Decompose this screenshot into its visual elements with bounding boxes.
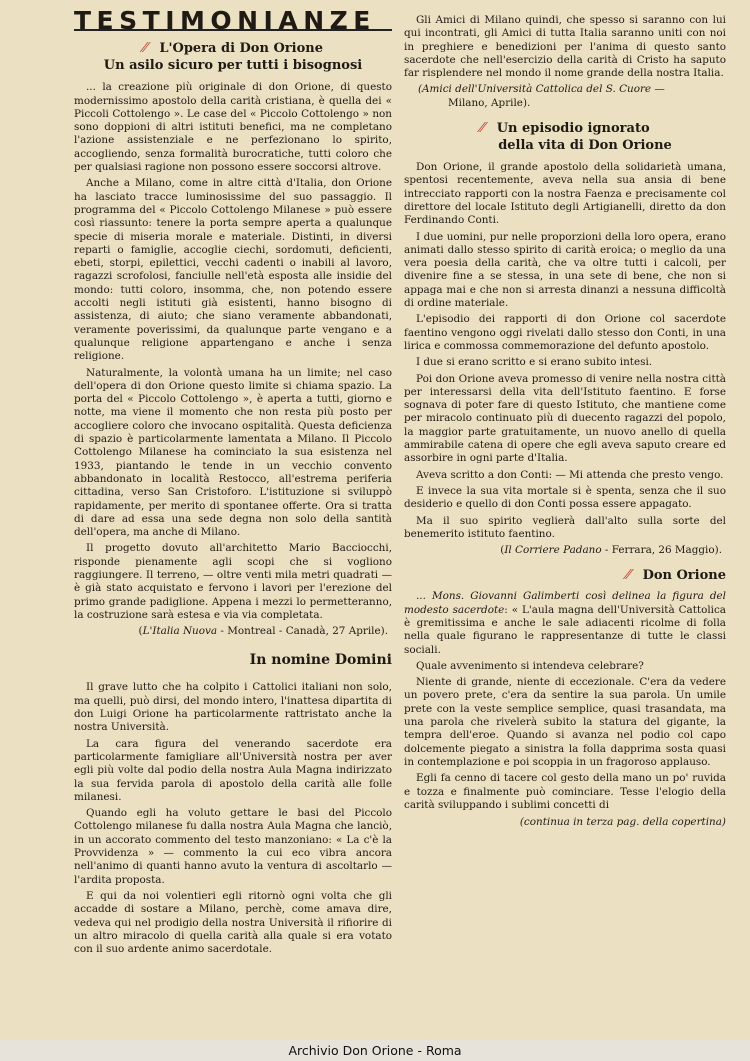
article2-source-line2: Milano, Aprile). [448,96,531,109]
article2-title: In nomine Domini [249,652,392,669]
article3-paragraph: E invece la sua vita mortale si è spenta, senza che il suo desiderio e quello di don Conti possa essere appagato. [404,484,726,511]
article1-paragraph: Naturalmente, la volontà umana ha un limite; nel caso dell'opera di don Orione questo limite si chiama spazio. La porta del « Piccolo Cottolengo », è aperta a tutti, giorno e notte, ma viene il momento che non resta più posto per accogliere coloro che invocano ospitalità. Questa deficienza di spazio è particolarmente lamentata a Milano. Il Piccolo Cottolengo Milanese ha cominciato la sua esistenza nel 1933, piantando le tende in un vecchio convento abbandonato in località Restocco, all'estrema periferia cittadina, verso San Cristoforo. L'istituzione si sviluppò rapidamente, per merito di spontanee offerte. Ora si tratta di dare ad essa una sede degna non solo della santità dell'opera, ma anche di Milano. [74,366,392,539]
article4-first-rest: : « L'aula magna dell'Università Cattolica è gremitissima e anche le sale adiacenti ricolme di folla nella quale figurano le rappresentanze di tutte le classi sociali. [404,603,727,656]
article3-title-line2: della vita di Don Orione [498,138,672,154]
archive-footer: Archivio Don Orione - Roma [0,1040,750,1061]
article3-title [404,120,726,154]
article3-paragraph: Don Orione, il grande apostolo della solidarietà umana, spentosi recentemente, aveva nella sua ansia di bene intrecciato rapporti con la nostra Faenza e precisamente col direttore del locale Istituto degli Artigianelli, diretto da don Ferdinando Conti. [404,161,726,227]
article3-title-line1: Un episodio ignorato [496,121,650,137]
pencil-mark-icon: ⁄⁄ [626,568,631,584]
article1-paragraph: Anche a Milano, come in altre città d'Italia, don Orione ha lasciato tracce luminosissime del suo passaggio. Il programma del « Piccolo Cottolengo Milanese » può essere così riassunto: tenere la porta sempre aperta a qualunque specie di miseria morale e materiale. Distinti, in diversi reparti o famiglie, accoglie ciechi, sordomuti, deficienti, ebeti, storpi, epilettici, vecchi cadenti o inabili al lavoro, ragazzi scrofolosi, fanciulle nell'età esposta alle insidie del mondo: tutti coloro, insomma, che, non potendo essere accolti negli istituti già esistenti, hanno bisogno di assistenza, di aiuto; che siano veramente abbandonati, veramente poverissimi, da qualunque parte vengano e a qualunque religione appartengano e anche i senza religione. [74,177,392,363]
article2-paragraph: Il grave lutto che ha colpito i Cattolici italiani non solo, ma quelli, può dirsi, del mondo intero, l'inattesa dipartita di don Luigi Orione ha particolarmente rattristato anche la nostra Università. [74,681,392,734]
article4-intro: ... Mons. Giovanni Galimberti così delinea la figura del modesto sacerdote [404,590,726,616]
masthead: TESTIMONIANZE [74,14,392,31]
article1-title-line1: L'Opera di Don Orione [159,41,323,57]
article4-paragraph: Niente di grande, niente di eccezionale. C'era da vedere un povero prete, c'era da sentire la sua parola. Un umile prete con la veste semplice semplice, quasi trasandata, ma una parola che rivelerà subito la statura del gigante, la tempra dell'eroe. Quando si avanza nel podio col capo dolcemente piegato a sinistra la folla dapprima sosta quasi in contemplazione e poi scoppia in un fragoroso applauso. [404,676,726,768]
article4-paragraph: Quale avvenimento si intendeva celebrare? [416,659,644,672]
article1-source-rest: - Montreal - Canadà, 27 Aprile). [217,625,388,638]
article1-paragraph: Il progetto dovuto all'architetto Mario Bacciocchi, risponde pienamente agli scopi che si vogliono raggiungere. Il terreno, — oltre venti mila metri quadrati — è già stato acquistato e fervono i lavori per l'erezione del primo grande padiglione. Appena i mezzi lo permetteranno, la costruzione sarà estesa e via via completata. [74,542,392,621]
article1-title-line2: Un asilo sicuro per tutti i bisognosi [103,58,363,74]
article2-paragraph: Gli Amici di Milano quindi, che spesso si saranno con lui qui incontrati, gli Amici di tutta Italia saranno uniti con noi in preghiere e benedizioni per l'anima di questo santo sacerdote che nell'esercizio della carità di Cristo ha saputo far risplendere nel mondo il nome grande della nostra Italia. [404,14,726,80]
article1-paragraph: ... la creazione più originale di don Orione, di questo modernissimo apostolo della carità cristiana, è quella dei « Piccoli Cottolengo ». Le case del « Piccolo Cottolengo » non sono doppioni di altri istituti benefici, ma ne completano l'azione assistenziale e ne perfezionano lo spirito, accogliendo, senza formalità burocratiche, tutti coloro che per qualsiasi ragione non possono essere soccorsi altrove. [74,81,392,174]
article2-paragraph: E qui da noi volentieri egli ritornò ogni volta che gli accadde di sostare a Milano, perchè, come amava dire, vedeva qui nel prodigio della nostra Università il rifiorire di un altro miracolo di quella carità alla quale si era votato con il suo ardente animo sacerdotale. [74,889,392,956]
article4-paragraph [404,590,726,656]
pencil-mark-icon: ⁄⁄ [480,121,485,137]
article3-paragraph: Ma il suo spirito veglierà dall'alto sulla sorte del benemerito istituto faentino. [404,514,726,540]
pencil-mark-icon: ⁄⁄ [143,41,148,57]
article2-paragraph: La cara figura del venerando sacerdote era particolarmente famigliare all'Università nostra per aver egli più volte dal podio della nostra Aula Magna indirizzato la sua fervida parola di apostolo della carità alle folle milanesi. [74,737,392,803]
article4-title-text: Don Orione [642,568,726,584]
article3-source: (Il Corriere Padano - Ferrara, 26 Maggio). [500,544,722,557]
article3-paragraph: Poi don Orione aveva promesso di venire nella nostra città per interessarsi della vita dell'Istituto faentino. E forse sognava di poter fare di questo Istituto, che mantiene come per miracolo continuato più di duecento ragazzi del popolo, la maggior parte gratuitamente, un nuovo anello di quella ammirabile catena di opere che egli aveva saputo creare ed assorbire in ogni parte d'Italia. [404,372,726,465]
article2-source [418,83,722,110]
article3-paragraph: L'episodio dei rapporti di don Orione col sacerdote faentino vengono oggi rivelati dallo stesso don Conti, in una lirica e commossa commemorazione del defunto apostolo. [404,313,726,352]
left-column [74,6,392,959]
article3-paragraph: I due uomini, pur nelle proporzioni della loro opera, erano animati dallo stesso spirito di carità eroica; o meglio da una vera poesia della carità, che va oltre tutti i calcoli, per divenire fine a se stessa, in una sete di bene, che non si appaga mai e che non si arresta dinanzi a nessuna difficoltà di ordine materiale. [404,230,726,310]
article3-paragraph: Aveva scritto a don Conti: — Mi attenda che presto vengo. [416,468,724,481]
article1-title [74,40,392,74]
article3-paragraph: I due si erano scritto e si erano subito intesi. [416,356,653,369]
article4-title [404,567,726,584]
article2-paragraph: Quando egli ha voluto gettare le basi del Piccolo Cottolengo milanese fu dalla nostra Aula Magna che lanciò, in un accorato commento del testo manzoniano: « La c'è la Provvidenza » — commento la cui eco vibra ancora nell'animo di quanti hanno avuto la ventura di ascoltarlo — l'ardita proposta. [74,807,392,886]
continue-note: (continua in terza pag. della copertina) [519,816,726,829]
article3-source-rest: - Ferrara, 26 Maggio). [601,544,722,557]
article1-source: (L'Italia Nuova - Montreal - Canadà, 27 Aprile). [138,625,388,638]
article4-paragraph: Egli fa cenno di tacere col gesto della mano un po' ruvida e tozza e finalmente può cominciare. Tesse l'elogio della carità sviluppando i sublimi concetti di [404,772,726,811]
right-column [404,14,726,832]
article2-source-line1: (Amici dell'Università Cattolica del S. Cuore — [418,83,665,96]
article1-source-pub: L'Italia Nuova [142,625,218,638]
article3-source-pub: Il Corriere Padano [504,544,602,557]
